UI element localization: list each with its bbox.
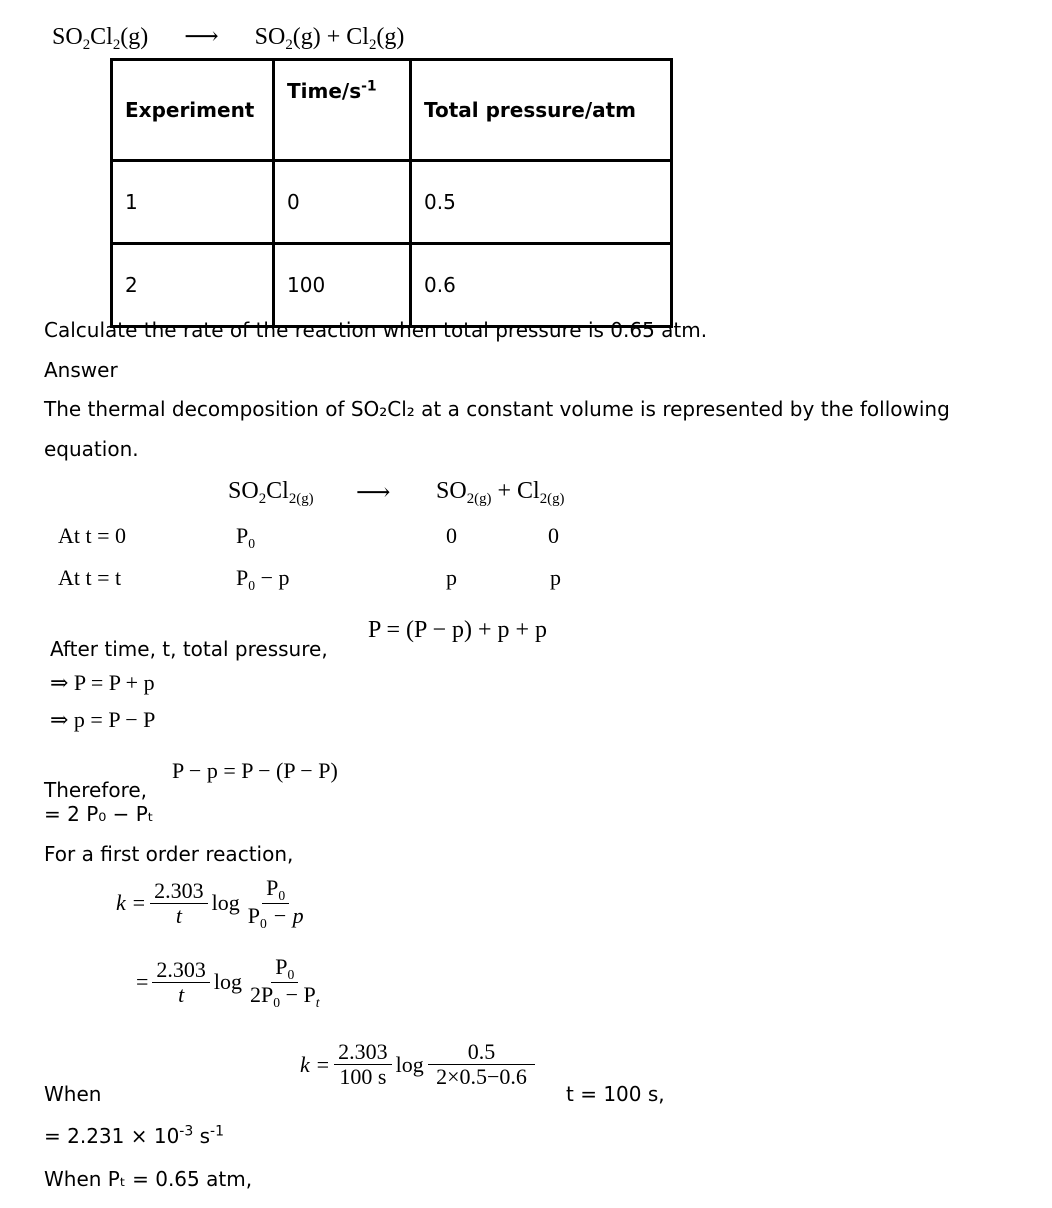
log-text-2: log <box>213 969 243 995</box>
log-text-3: log <box>395 1051 424 1077</box>
table-cell: 0.6 <box>411 244 672 327</box>
coeff-numerator-2: 2.303 <box>152 958 210 983</box>
coeff-numerator-3: 2.303 <box>334 1040 392 1065</box>
pressure-denominator-2: $2P_0 - P_t$ <box>250 981 320 1010</box>
table-header-row <box>112 60 672 161</box>
rate-constant-equation-2 <box>136 955 324 1010</box>
product1-subscript: 2 <box>285 37 293 54</box>
table-cell: 0.5 <box>411 161 672 244</box>
header-time-superscript: -1 <box>361 78 377 95</box>
p0-letter-6: P <box>261 981 274 1007</box>
coeff-denominator: t <box>175 902 182 928</box>
coeff-fraction-3 <box>334 1040 392 1089</box>
p0-minus-p <box>236 565 289 594</box>
rate-constant-equation-1 <box>116 876 308 931</box>
value-denominator: 2×0.5−0.6 <box>436 1064 527 1090</box>
product1-state: (g) <box>292 24 321 50</box>
table-cell: 2 <box>112 244 274 327</box>
p0-letter-2: P <box>236 565 249 590</box>
after-time-text: After time, t, total pressure, <box>50 637 328 661</box>
first-order-text: For a first order reaction, <box>44 842 294 866</box>
value-numerator: 0.5 <box>428 1040 536 1065</box>
p0-subscript-3: 0 <box>278 887 286 903</box>
reaction2-products <box>436 478 565 508</box>
r2-reactant: SO <box>228 478 259 504</box>
minus-p-text: − p <box>255 565 290 590</box>
so2-at-t: p <box>446 565 457 590</box>
implies-equation-1: ⇒ P = P + p <box>50 670 155 695</box>
p0-letter: P <box>236 523 249 548</box>
when-pt-text: When Pₜ = 0.65 atm, <box>44 1167 253 1191</box>
p0-subscript-6: 0 <box>273 994 281 1010</box>
p0-letter-5: P <box>275 954 288 979</box>
minus-p-text-2: − p <box>266 902 304 928</box>
reaction-arrow: ⟶ <box>184 24 219 50</box>
therefore-result: = 2 P₀ − Pₜ <box>44 802 154 826</box>
rate-result <box>44 1124 224 1148</box>
p0-letter-3: P <box>266 875 279 900</box>
k-label-2: k = <box>300 1051 331 1077</box>
table-row <box>112 244 672 327</box>
coeff-fraction-2 <box>152 958 210 1007</box>
result-text: = 2.231 × 10 <box>44 1124 180 1148</box>
coeff-denominator-3: 100 s <box>339 1064 387 1090</box>
reactant-text-2: Cl <box>90 24 113 50</box>
p0-subscript-2: 0 <box>248 577 256 593</box>
header-cell-time <box>274 60 411 161</box>
equals-sign: = <box>136 969 149 995</box>
table-row <box>112 161 672 244</box>
p0-subscript-5: 0 <box>287 966 295 982</box>
p0-subscript-4: 0 <box>260 915 267 931</box>
product2-subscript: 2 <box>368 37 377 54</box>
reactant-subscript: 2 <box>82 37 91 54</box>
coeff-fraction <box>150 879 208 928</box>
coeff-denominator-2: t <box>178 981 185 1007</box>
r2-product1-sub: 2(g) <box>466 491 492 508</box>
k-label: k = <box>116 890 147 916</box>
question-text: Calculate the rate of the reaction when total pressure is 0.65 atm. <box>44 318 708 342</box>
result-unit: s <box>199 1124 211 1148</box>
product1-text: SO <box>254 24 286 50</box>
p0-letter-4: P <box>247 902 260 928</box>
cl2-at-t: p <box>550 565 561 590</box>
at-t0-label: At t = 0 <box>58 523 127 548</box>
answer-label: Answer <box>44 358 118 382</box>
p0-subscript: 0 <box>248 535 256 551</box>
product2-text: Cl <box>346 24 369 50</box>
therefore-equation: P − p = P − (P − P) <box>172 758 338 783</box>
intro-line-2: equation. <box>44 437 139 461</box>
result-unit-exponent: -1 <box>210 1123 225 1140</box>
t-equals-text: t = 100 s, <box>566 1082 665 1106</box>
value-fraction <box>428 1040 536 1089</box>
pressure-numerator-2 <box>271 955 298 983</box>
r2-mid: Cl <box>266 478 289 504</box>
r2-product2-sub: 2(g) <box>539 491 565 508</box>
table-cell: 1 <box>112 161 274 244</box>
r2-product1: SO <box>436 478 467 504</box>
implies-equation-2: ⇒ p = P − P <box>50 707 156 732</box>
reactant-subscript-2: 2 <box>112 37 121 54</box>
pressure-fraction-2 <box>246 955 324 1010</box>
r2-sub1: 2 <box>258 491 267 508</box>
when-text: When <box>44 1082 102 1106</box>
experiment-table <box>110 58 673 328</box>
product2-state: (g) <box>376 24 405 50</box>
reaction-equation-2 <box>228 478 314 508</box>
header-time-text: Time/s <box>287 79 362 103</box>
plus-sign: + <box>326 24 341 50</box>
cl2-initial: 0 <box>548 523 559 548</box>
total-pressure-equation: P = (P − p) + p + p <box>368 617 548 643</box>
log-text: log <box>211 890 240 916</box>
pressure-numerator <box>262 876 289 904</box>
at-t-label: At t = t <box>58 565 122 590</box>
so2-initial: 0 <box>446 523 457 548</box>
reactant-state: (g) <box>120 24 149 50</box>
header-cell-pressure: Total pressure/atm <box>411 60 672 161</box>
reaction-arrow-2: ⟶ <box>356 480 391 506</box>
header-equation <box>52 22 404 54</box>
pressure-denominator <box>244 904 308 931</box>
coeff-numerator: 2.303 <box>150 879 208 904</box>
table-cell: 100 <box>274 244 411 327</box>
therefore-label: Therefore, <box>44 778 148 802</box>
r2-plus: + <box>497 478 512 504</box>
table-cell: 0 <box>274 161 411 244</box>
r2-sub2: 2(g) <box>288 491 314 508</box>
rate-constant-equation-3 <box>300 1040 535 1089</box>
reactant-text: SO <box>52 24 83 50</box>
intro-line-1: The thermal decomposition of SO₂Cl₂ at a constant volume is represented by the following <box>44 397 950 421</box>
r2-product2: Cl <box>517 478 540 504</box>
header-cell-experiment: Experiment <box>112 60 274 161</box>
result-exponent: -3 <box>179 1123 194 1140</box>
pressure-fraction <box>244 876 308 931</box>
p0-value <box>236 523 255 552</box>
